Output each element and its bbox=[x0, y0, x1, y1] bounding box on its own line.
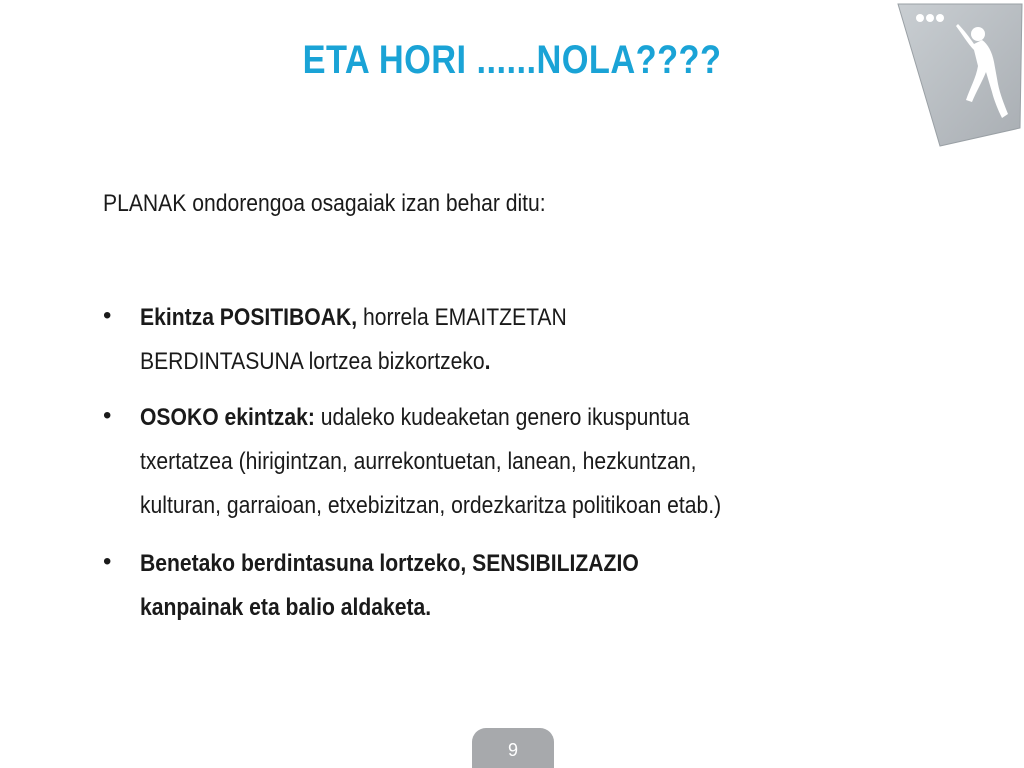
bullet-dot: • bbox=[103, 302, 112, 329]
bullet-list bbox=[103, 296, 943, 642]
bullet-line bbox=[140, 542, 943, 586]
bullet-item bbox=[103, 296, 943, 390]
bullet-text: kulturan, garraioan, etxebizitzan, ordezkaritza politikoan etab.) bbox=[140, 492, 722, 519]
intro-text bbox=[103, 184, 606, 223]
bullet-bold-text: . bbox=[484, 348, 491, 375]
bullet-item bbox=[103, 542, 943, 636]
bullet-line bbox=[140, 440, 943, 484]
bullet-bold-text: kanpainak eta balio aldaketa. bbox=[140, 594, 432, 621]
bullet-line bbox=[140, 396, 943, 440]
bullet-line bbox=[140, 586, 943, 630]
bullet-line bbox=[140, 484, 943, 528]
bullet-text: horrela EMAITZETAN bbox=[357, 304, 567, 331]
bullet-bold-text: Ekintza POSITIBOAK, bbox=[140, 304, 358, 331]
bullet-line bbox=[140, 340, 943, 384]
bullet-text: txertatzea (hirigintzan, aurrekontuetan, lanean, hezkuntzan, bbox=[140, 448, 697, 475]
bullet-bold-text: Benetako berdintasuna lortzeko, SENSIBILIZAZIO bbox=[140, 550, 639, 577]
page-number: 9 bbox=[507, 740, 518, 760]
bullet-bold-text: OSOKO ekintzak: bbox=[140, 404, 315, 431]
bullet-text: udaleko kudeaketan genero ikuspuntua bbox=[314, 404, 690, 431]
bullet-dot: • bbox=[103, 548, 112, 575]
bullet-line bbox=[140, 296, 943, 340]
slide-title: ETA HORI ......NOLA???? bbox=[302, 38, 722, 82]
intro-label: PLANAK ondorengoa osagaiak izan behar ditu: bbox=[103, 190, 546, 217]
bullet-text: BERDINTASUNA lortzea bizkortzeko bbox=[140, 348, 485, 375]
bullet-item bbox=[103, 396, 943, 536]
bullet-dot: • bbox=[103, 402, 112, 429]
player-logo-icon bbox=[896, 0, 1024, 150]
